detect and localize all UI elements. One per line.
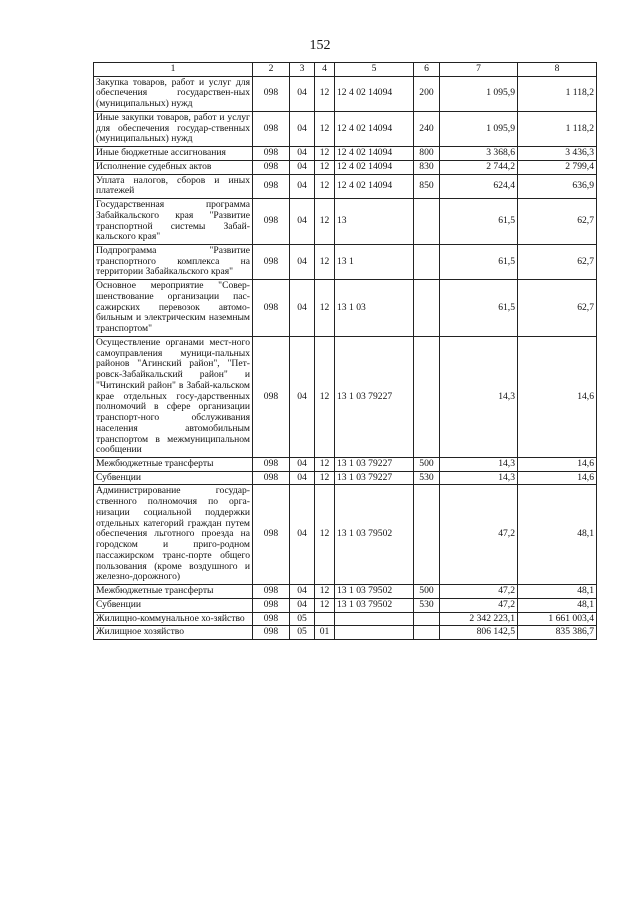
row-target-code: 13 1 03 79502: [335, 598, 414, 612]
row-amount-a: 1 095,9: [440, 111, 518, 146]
row-expense-type: [414, 612, 440, 626]
row-expense-type: 500: [414, 585, 440, 599]
row-expense-type: [414, 199, 440, 245]
row-subsection: 12: [315, 174, 335, 198]
row-target-code: 13 1 03 79502: [335, 485, 414, 585]
row-target-code: 13 1 03 79227: [335, 336, 414, 457]
row-subsection: 12: [315, 199, 335, 245]
row-subsection: 12: [315, 485, 335, 585]
row-amount-b: 1 118,2: [518, 111, 597, 146]
row-code: 098: [253, 199, 290, 245]
row-expense-type: [414, 336, 440, 457]
row-subsection: 12: [315, 76, 335, 111]
row-target-code: 13 1 03 79227: [335, 457, 414, 471]
row-expense-type: 800: [414, 147, 440, 161]
row-section: 04: [290, 174, 315, 198]
header-cell: 5: [335, 63, 414, 77]
row-section: 05: [290, 612, 315, 626]
row-target-code: 13 1 03: [335, 280, 414, 337]
table-row: [94, 598, 597, 612]
row-name: Субвенции: [94, 471, 253, 485]
row-expense-type: 240: [414, 111, 440, 146]
row-amount-b: 636,9: [518, 174, 597, 198]
row-amount-a: 1 095,9: [440, 76, 518, 111]
row-amount-a: 14,3: [440, 471, 518, 485]
row-amount-a: 14,3: [440, 457, 518, 471]
row-section: 04: [290, 147, 315, 161]
row-expense-type: [414, 626, 440, 640]
row-amount-b: 48,1: [518, 485, 597, 585]
row-code: 098: [253, 626, 290, 640]
header-cell: 6: [414, 63, 440, 77]
row-code: 098: [253, 245, 290, 280]
row-expense-type: [414, 245, 440, 280]
row-amount-b: 2 799,4: [518, 160, 597, 174]
row-amount-b: 14,6: [518, 336, 597, 457]
row-subsection: 12: [315, 457, 335, 471]
row-target-code: [335, 612, 414, 626]
row-expense-type: 500: [414, 457, 440, 471]
row-code: 098: [253, 585, 290, 599]
row-subsection: 12: [315, 471, 335, 485]
row-code: 098: [253, 598, 290, 612]
row-code: 098: [253, 612, 290, 626]
row-name: Уплата налогов, сборов и иных платежей: [94, 174, 253, 198]
row-subsection: 01: [315, 626, 335, 640]
row-amount-a: 14,3: [440, 336, 518, 457]
row-section: 04: [290, 471, 315, 485]
table-row: [94, 174, 597, 198]
row-amount-a: 61,5: [440, 280, 518, 337]
row-expense-type: 530: [414, 598, 440, 612]
row-subsection: 12: [315, 280, 335, 337]
row-code: 098: [253, 280, 290, 337]
table-row: [94, 336, 597, 457]
row-subsection: 12: [315, 336, 335, 457]
row-section: 04: [290, 199, 315, 245]
row-section: 04: [290, 160, 315, 174]
row-amount-b: 48,1: [518, 585, 597, 599]
row-code: 098: [253, 471, 290, 485]
row-amount-a: 2 744,2: [440, 160, 518, 174]
row-expense-type: 530: [414, 471, 440, 485]
row-target-code: 13 1: [335, 245, 414, 280]
row-section: 04: [290, 76, 315, 111]
row-target-code: 12 4 02 14094: [335, 160, 414, 174]
row-code: 098: [253, 174, 290, 198]
row-expense-type: 850: [414, 174, 440, 198]
header-cell: 1: [94, 63, 253, 77]
budget-table: [93, 62, 597, 640]
table-row: [94, 612, 597, 626]
row-subsection: 12: [315, 585, 335, 599]
row-amount-b: 1 661 003,4: [518, 612, 597, 626]
row-name: Государственная программа Забайкальского края "Развитие транспортной системы Забай-кальского края": [94, 199, 253, 245]
row-name: Закупка товаров, работ и услуг для обеспечения государствен-ных (муниципальных) нужд: [94, 76, 253, 111]
row-target-code: [335, 626, 414, 640]
row-section: 04: [290, 280, 315, 337]
row-amount-a: 47,2: [440, 485, 518, 585]
row-amount-b: 14,6: [518, 471, 597, 485]
row-amount-a: 2 342 223,1: [440, 612, 518, 626]
table-row: [94, 245, 597, 280]
row-code: 098: [253, 76, 290, 111]
row-name: Администрирование государ-ственного полномочия по орга-низации социальной поддержки отдельных категорий граждан путем обеспечения льготного проезда на городском и приго-родном пассажирском транс-порте общего пользования (кроме воздушного и железно-дорожного): [94, 485, 253, 585]
row-code: 098: [253, 147, 290, 161]
row-name: Жилищно-коммунальное хо-зяйство: [94, 612, 253, 626]
page-number: 152: [309, 38, 331, 53]
table-row: [94, 147, 597, 161]
row-section: 04: [290, 485, 315, 585]
row-subsection: 12: [315, 147, 335, 161]
row-subsection: 12: [315, 598, 335, 612]
row-target-code: 12 4 02 14094: [335, 174, 414, 198]
row-name: Иные закупки товаров, работ и услуг для обеспечения государ-ственных (муниципальных) нужд: [94, 111, 253, 146]
row-amount-b: 14,6: [518, 457, 597, 471]
row-name: Межбюджетные трансферты: [94, 585, 253, 599]
row-name: Основное мероприятие "Совер-шенствование организации пас-сажирских перевозок автомо-бильным и электрическим наземным транспортом": [94, 280, 253, 337]
table-row: [94, 626, 597, 640]
row-expense-type: 200: [414, 76, 440, 111]
header-row: [94, 63, 597, 77]
row-amount-a: 61,5: [440, 199, 518, 245]
row-amount-b: 1 118,2: [518, 76, 597, 111]
table-row: [94, 485, 597, 585]
row-subsection: [315, 612, 335, 626]
row-target-code: 13: [335, 199, 414, 245]
table-row: [94, 160, 597, 174]
header-cell: 4: [315, 63, 335, 77]
table-row: [94, 76, 597, 111]
row-section: 04: [290, 111, 315, 146]
row-amount-b: 62,7: [518, 280, 597, 337]
table-row: [94, 457, 597, 471]
row-name: Подпрограмма "Развитие транспортного комплекса на территории Забайкальского края": [94, 245, 253, 280]
row-section: 05: [290, 626, 315, 640]
row-section: 04: [290, 457, 315, 471]
header-cell: 8: [518, 63, 597, 77]
row-name: Исполнение судебных актов: [94, 160, 253, 174]
row-name: Осуществление органами мест-ного самоуправления муници-пальных районов "Агинский район", "Пет-ровск-Забайкальский район" и "Читинский район" в Забай-кальском крае отдельных госу-дарственных полномочий в сфере организации транспорт-ного обслуживания населения автомобильным транспортом в межмуниципальном сообщении: [94, 336, 253, 457]
row-amount-b: 62,7: [518, 245, 597, 280]
row-name: Субвенции: [94, 598, 253, 612]
row-name: Межбюджетные трансферты: [94, 457, 253, 471]
row-subsection: 12: [315, 245, 335, 280]
row-expense-type: [414, 485, 440, 585]
row-amount-a: 624,4: [440, 174, 518, 198]
header-cell: 2: [253, 63, 290, 77]
table-row: [94, 111, 597, 146]
header-cell: 3: [290, 63, 315, 77]
row-name: Иные бюджетные ассигнования: [94, 147, 253, 161]
table-row: [94, 471, 597, 485]
row-amount-a: 3 368,6: [440, 147, 518, 161]
row-section: 04: [290, 598, 315, 612]
row-amount-a: 806 142,5: [440, 626, 518, 640]
row-code: 098: [253, 336, 290, 457]
header-cell: 7: [440, 63, 518, 77]
row-section: 04: [290, 245, 315, 280]
row-target-code: 12 4 02 14094: [335, 147, 414, 161]
row-amount-a: 47,2: [440, 598, 518, 612]
row-amount-a: 61,5: [440, 245, 518, 280]
row-target-code: 13 1 03 79502: [335, 585, 414, 599]
row-code: 098: [253, 111, 290, 146]
table-row: [94, 585, 597, 599]
row-section: 04: [290, 585, 315, 599]
table-row: [94, 280, 597, 337]
row-expense-type: [414, 280, 440, 337]
row-subsection: 12: [315, 111, 335, 146]
row-amount-b: 48,1: [518, 598, 597, 612]
row-name: Жилищное хозяйство: [94, 626, 253, 640]
row-target-code: 13 1 03 79227: [335, 471, 414, 485]
row-target-code: 12 4 02 14094: [335, 76, 414, 111]
row-target-code: 12 4 02 14094: [335, 111, 414, 146]
row-amount-b: 835 386,7: [518, 626, 597, 640]
row-expense-type: 830: [414, 160, 440, 174]
row-subsection: 12: [315, 160, 335, 174]
row-amount-b: 62,7: [518, 199, 597, 245]
row-code: 098: [253, 485, 290, 585]
row-code: 098: [253, 457, 290, 471]
row-amount-b: 3 436,3: [518, 147, 597, 161]
row-section: 04: [290, 336, 315, 457]
table-row: [94, 199, 597, 245]
row-amount-a: 47,2: [440, 585, 518, 599]
row-code: 098: [253, 160, 290, 174]
